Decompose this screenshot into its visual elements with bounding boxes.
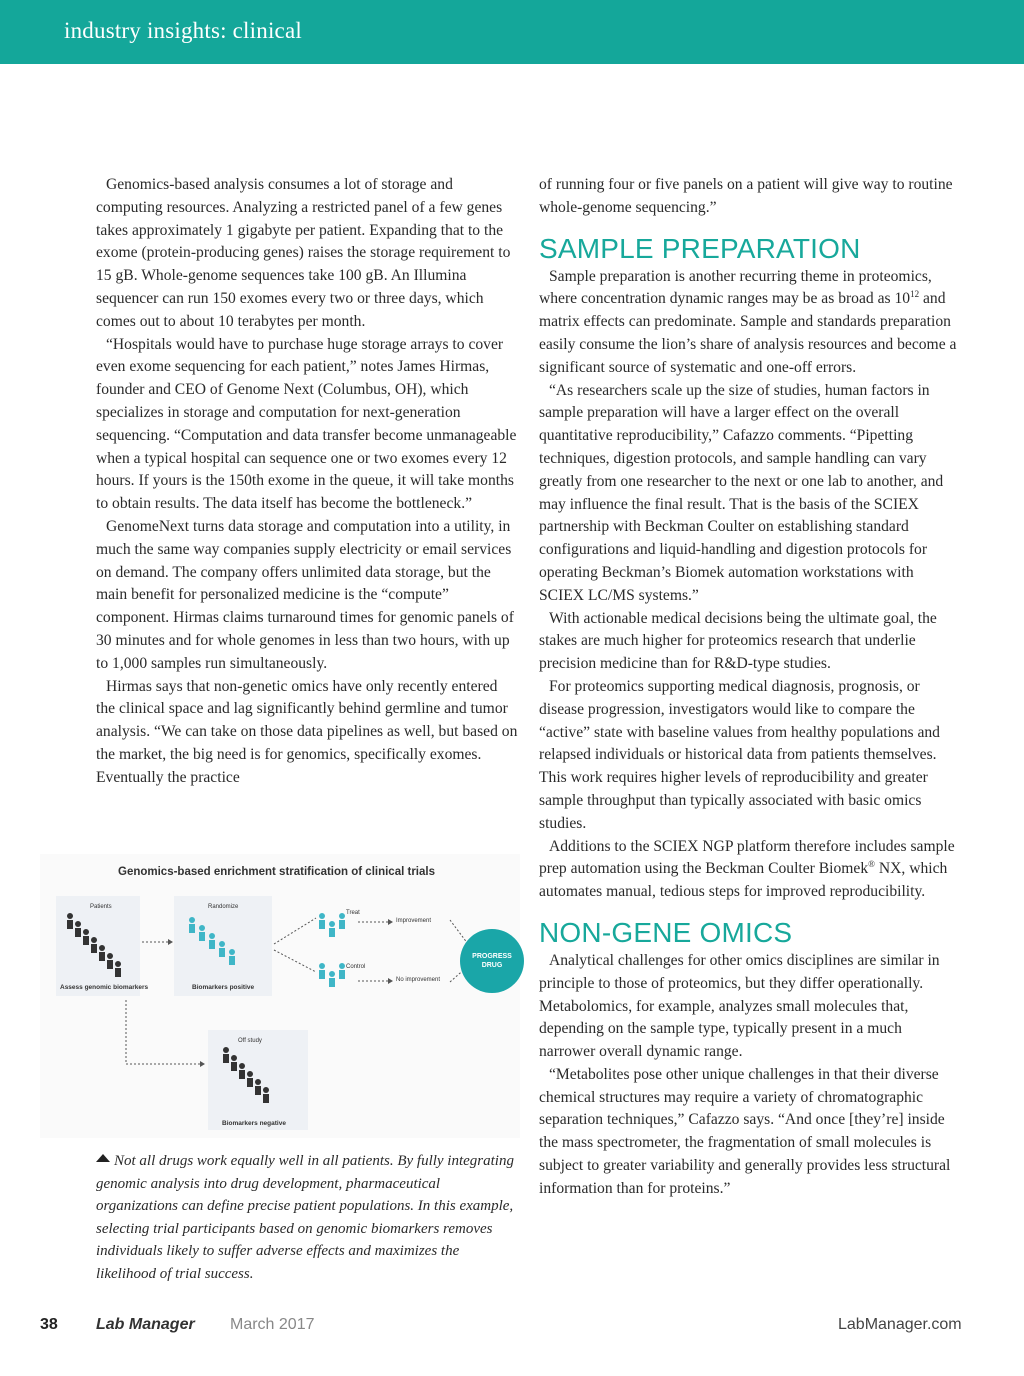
caret-up-icon xyxy=(96,1154,110,1162)
website-link[interactable]: LabManager.com xyxy=(838,1316,962,1333)
magazine-name: Lab Manager xyxy=(96,1316,195,1333)
off-study-label: Off study xyxy=(238,1038,262,1044)
trial-diagram xyxy=(40,854,520,1138)
paragraph: Hirmas says that non-genetic omics have only recently entered the clinical space and lag significantly behind germline and tumor analysis. “We can take on those data pipelines as well, but based on the market, the big need is for genomics, specifically exomes. Eventually the practice xyxy=(96,677,518,786)
control-label: Control xyxy=(346,964,366,970)
paragraph: Analytical challenges for other omics disciplines are similar in principle to those of proteomics, but they differ operationally. Metabolomics, for example, analyzes small molecules that, depending on the sample type, typically present in a much narrower overall dynamic range. xyxy=(539,951,940,1061)
figure-caption: Not all drugs work equally well in all patients. By fully integrating genomic analysis into drug development, pharmaceutical organizations can define precise patient populations. In this example, selecting trial participants based on genomic biomarkers removes individuals likely to suffer adverse effects and maximizes the likelihood of trial success. xyxy=(96,1153,514,1282)
section-title: industry insights: clinical xyxy=(64,18,302,43)
progress-drug-badge: PROGRESS DRUG xyxy=(460,929,524,993)
figure-title: Genomics-based enrichment stratification of clinical trials xyxy=(118,866,435,878)
right-column xyxy=(539,174,961,1201)
paragraph: For proteomics supporting medical diagnosis, prognosis, or disease progression, investigators would like to compare the “active” state with baseline values from healthy populations and relapsed individuals or historical data from patients themselves. This work requires higher levels of reproducibility and greater sample throughput than typically associated with basic omics studies. xyxy=(539,677,940,832)
diagram-graphics xyxy=(40,854,520,1138)
paragraph: Sample preparation is another recurring theme in proteomics, where concentration dynamic ranges may be as broad as $10^{12}$ and matrix effects can predominate. Sample and standards preparation easily consume the lion’s share of analysis resources and become a significant source of systematic and one-off errors. xyxy=(539,267,957,376)
paragraph: “Hospitals would have to purchase huge storage arrays to cover even exome sequencing for each patient,” notes James Hirmas, founder and CEO of Genome Next (Columbus, OH), which specializes in storage and computation for next-generation sequencing. “Computation and data transfer become unmanageable when a typical hospital can sequence one or two exomes every 12 hours. If yours is the 150th exome in the queue, it will take months to obtain results. The data itself has become the bottleneck.” xyxy=(96,335,517,513)
paragraph: of running four or five panels on a patient will give way to routine whole-genome sequencing.” xyxy=(539,176,953,216)
section-heading-sample-preparation: SAMPLE PREPARATION xyxy=(539,232,861,264)
issue-date: March 2017 xyxy=(230,1316,315,1333)
randomize-label: Randomize xyxy=(208,904,239,910)
no-improvement-label: No improvement xyxy=(396,977,441,983)
paragraph: Additions to the SCIEX NGP platform therefore includes sample prep automation using the Beckman Coulter Biomek® NX, which automates manual, tedious steps for improved reproducibility. xyxy=(539,837,955,901)
section-heading-non-gene-omics: NON-GENE OMICS xyxy=(539,916,793,948)
biomarkers-positive-label: Biomarkers positive xyxy=(192,984,255,991)
left-column xyxy=(96,174,518,790)
paragraph: With actionable medical decisions being the ultimate goal, the stakes are much higher for proteomics research that underlie precision medicine than for R&D-type studies. xyxy=(539,609,937,673)
paragraph: “Metabolites pose other unique challenges in that their diverse chemical structures may require a variety of chromatographic separation techniques,” Cafazzo says. “And once [they’re] inside the mass spectrometer, the fragmentation of small molecules is subject to greater variability and generally provides less structural information than for proteins.” xyxy=(539,1065,951,1197)
paragraph: “As researchers scale up the size of studies, human factors in sample preparation will have a larger effect on the overall quantitative reproducibility,” Cafazzo comments. “Pipetting techniques, digestion protocols, and sample handling can vary greatly from one researcher to the next or one lab to another, and may influence the final result. That is the basis of the SCIEX partnership with Beckman Coulter on establishing standard configurations and liquid-handling and digestion protocols for operating Beckman’s Biomek automation workstations with SCIEX LC/MS systems.” xyxy=(539,381,944,604)
treat-label: Treat xyxy=(346,910,360,916)
header-bar xyxy=(0,0,1024,64)
page-number: 38 xyxy=(40,1316,58,1333)
paragraph: GenomeNext turns data storage and computation into a utility, in much the same way companies supply electricity or email services on demand. The company offers unlimited data storage, but the main benefit for personalized medicine is the “compute” component. Hirmas claims turnaround times for genomic panels of 30 minutes and for whole genomes in less than two hours, with up to 1,000 samples run simultaneously. xyxy=(96,517,514,672)
paragraph: Genomics-based analysis consumes a lot of storage and computing resources. Analyzing a restricted panel of a few genes takes approximately 1 gigabyte per patient. Expanding that to the exome (protein-producing genes) raises the storage requirement to 15 gB. Whole-genome sequences take 100 gB. An Illumina sequencer can run 150 exomes every two or three days, which comes out to about 10 terabytes per month. xyxy=(96,176,511,330)
patients-label: Patients xyxy=(90,904,112,910)
biomarkers-negative-label: Biomarkers negative xyxy=(222,1120,286,1127)
assess-label: Assess genomic biomarkers xyxy=(60,984,149,991)
improvement-label: Improvement xyxy=(396,918,432,924)
